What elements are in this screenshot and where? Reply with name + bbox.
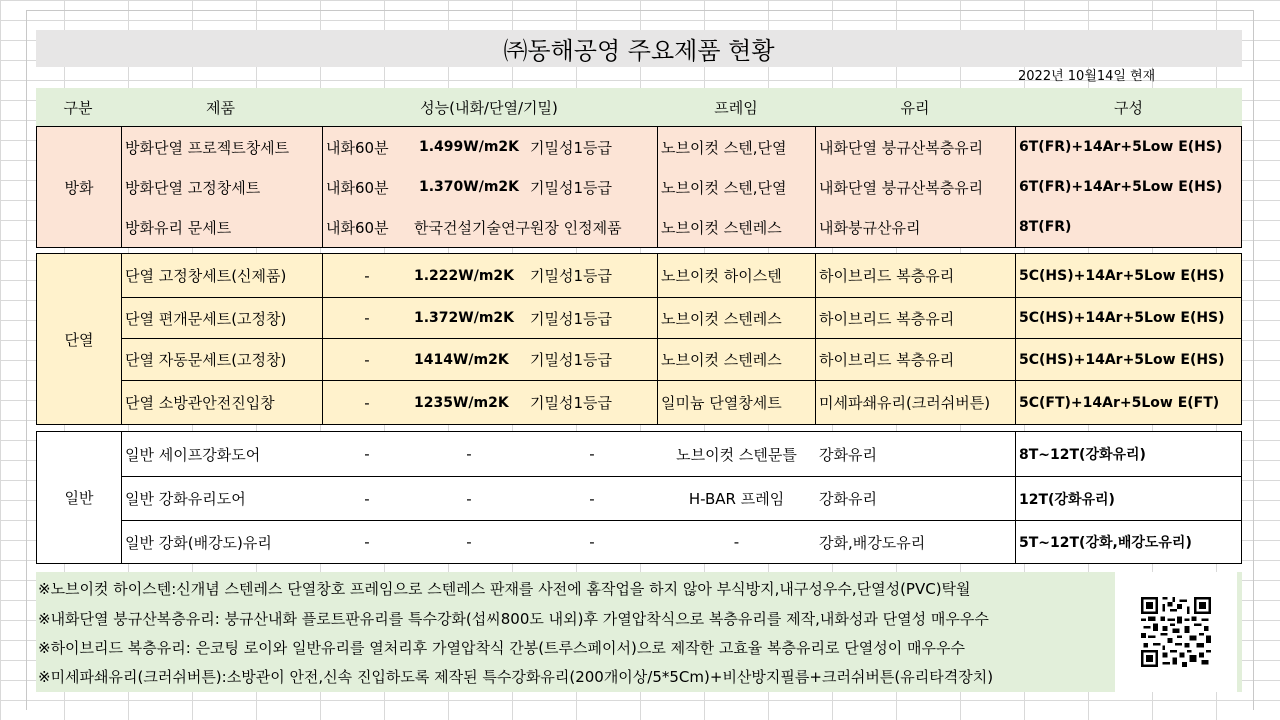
cell-airtight: 기밀성1등급 [530, 351, 612, 369]
cell-composition: 5C(HS)+14Ar+5Low E(HS) [1019, 267, 1225, 284]
qr-panel-edge [1237, 572, 1242, 692]
cell-glass: 하이브리드 복층유리 [819, 267, 955, 285]
cell-composition: 5C(FT)+14Ar+5Low E(FT) [1019, 394, 1220, 411]
cell-frame: 노브이컷 하이스텐 [661, 267, 782, 285]
cell-composition: 8T~12T(강화유리) [1019, 447, 1146, 463]
group-fire [36, 126, 1242, 248]
group-label-heat: 단열 [64, 330, 94, 349]
sheet-edge [26, 10, 1254, 11]
cell-glass: 내화단열 붕규산복층유리 [819, 138, 984, 157]
cell-frame: 노브이컷 스텐레스 [661, 218, 782, 237]
note-line: ※하이브리드 복층유리: 은코팅 로이와 일반유리를 열처리후 가열압착식 간봉(트루스페이서)으로 제작한 고효율 복층유리로 단열성이 매우우수 [38, 638, 965, 657]
header-frame: 프레임 [714, 98, 758, 117]
cell-product: 일반 강화(배강도)유리 [125, 533, 272, 552]
cell-thermal: - [466, 489, 472, 508]
cell-frame: H-BAR 프레임 [688, 490, 785, 508]
group-label-general: 일반 [64, 489, 94, 507]
cell-airtight: 기밀성1등급 [530, 267, 612, 285]
group-heat [36, 253, 1242, 425]
page-title: ㈜동해공영 주요제품 현황 [36, 30, 1242, 67]
note-line: ※노브이컷 하이스텐:신개념 스텐레스 단열창호 프레임으로 스텐레스 판재를 사전에 홈작업을 하지 않아 부식방지,내구성우수,단열성(PVC)탁월 [38, 579, 971, 598]
cell-frame: 노브이컷 스텐문틀 [676, 445, 797, 464]
cell-fire: - [364, 350, 370, 369]
cell-composition: 5C(HS)+14Ar+5Low E(HS) [1019, 310, 1225, 326]
cell-fire: 내화60분 [326, 178, 389, 197]
qr-code-icon[interactable] [1141, 597, 1211, 667]
cell-glass: 강화,배강도유리 [819, 533, 926, 552]
group-label-fire: 방화 [64, 178, 94, 197]
cell-glass: 강화유리 [819, 490, 877, 508]
cell-airtight: 기밀성1등급 [530, 394, 612, 412]
cell-frame: 노브이컷 스텐레스 [661, 351, 782, 369]
cell-product: 단열 고정창세트(신제품) [125, 267, 287, 285]
header-product: 제품 [206, 98, 235, 117]
cell-product: 단열 편개문세트(고정창) [125, 309, 287, 328]
cell-thermal: 1.370W/m2K [418, 179, 520, 195]
cell-glass: 강화유리 [819, 445, 877, 464]
cell-glass: 내화붕규산유리 [819, 218, 921, 237]
cell-product: 일반 강화유리도어 [125, 490, 246, 508]
cell-product: 방화단열 고정창세트 [125, 178, 261, 197]
sheet-edge [26, 10, 27, 710]
header-glass: 유리 [900, 98, 930, 117]
cell-glass: 하이브리드 복층유리 [819, 351, 955, 369]
cell-frame: 노브이컷 스텐,단열 [661, 138, 787, 157]
cell-glass: 하이브리드 복층유리 [819, 309, 955, 328]
note-line: ※내화단열 붕규산복층유리: 붕규산내화 플로트판유리를 특수강화(섭씨800도 내외)후 가열압착식으로 복층유리를 제작,내화성과 단열성 매우우수 [38, 609, 989, 628]
cell-frame: - [733, 533, 740, 551]
header-category: 구분 [63, 98, 93, 117]
cell-fire: - [364, 489, 370, 508]
cell-composition: 6T(FR)+14Ar+5Low E(HS) [1019, 179, 1223, 195]
note-line: ※미세파쇄유리(크러쉬버튼):소방관이 안전,신속 진입하도록 제작된 특수강화유리(200개이상/5*5Cm)+비산방지필름+크러쉬버튼(유리타격장치) [38, 667, 994, 686]
cell-thermal: - [466, 533, 472, 551]
cell-airtight: 기밀성1등급 [530, 178, 612, 197]
cell-glass: 내화단열 붕규산복층유리 [819, 178, 984, 197]
cell-thermal: 1235W/m2K [414, 394, 509, 411]
cell-thermal: 1.222W/m2K [414, 267, 515, 284]
cell-product: 방화단열 프로젝트창세트 [125, 138, 290, 157]
cell-thermal: 1.372W/m2K [414, 310, 515, 326]
cell-product: 방화유리 문세트 [125, 218, 232, 237]
cell-product: 일반 세이프강화도어 [125, 445, 261, 464]
cell-fire: - [364, 309, 370, 327]
cell-composition: 6T(FR)+14Ar+5Low E(HS) [1019, 139, 1223, 155]
cell-fire: - [364, 393, 370, 412]
cell-thermal: 1.499W/m2K [418, 139, 520, 155]
cell-airtight: - [589, 533, 595, 551]
cell-fire: - [364, 445, 370, 463]
date-label: 2022년 10월14일 현재 [1018, 69, 1156, 84]
sheet-edge [1253, 10, 1254, 710]
cell-frame: 일미늄 단열창세트 [661, 394, 782, 412]
cell-airtight: - [589, 445, 595, 463]
cell-airtight: - [589, 489, 595, 508]
cell-glass: 미세파쇄유리(크러쉬버튼) [819, 394, 991, 412]
group-general [36, 431, 1242, 564]
cell-composition: 5T~12T(강화,배강도유리) [1019, 535, 1192, 551]
cell-airtight: 기밀성1등급 [530, 138, 612, 157]
cell-composition: 12T(강화유리) [1019, 491, 1115, 508]
cell-product: 단열 소방관안전진입창 [125, 394, 275, 412]
cell-composition: 5C(HS)+14Ar+5Low E(HS) [1019, 351, 1225, 368]
header-performance: 성능(내화/단열/기밀) [420, 98, 558, 117]
cell-thermal: 1414W/m2K [414, 351, 509, 368]
cell-frame: 노브이컷 스텐레스 [661, 309, 782, 328]
cell-thermal: - [466, 445, 472, 463]
table-header [36, 88, 1242, 126]
cell-fire: - [364, 266, 370, 285]
cell-product: 단열 자동문세트(고정창) [125, 351, 287, 369]
cell-frame: 노브이컷 스텐,단열 [661, 178, 787, 197]
cell-airtight: 기밀성1등급 [530, 309, 612, 328]
cell-composition: 8T(FR) [1019, 219, 1072, 235]
cell-certification: 한국건설기술연구원장 인정제품 [414, 218, 622, 237]
header-composition: 구성 [1114, 98, 1143, 117]
cell-fire: 내화60분 [326, 218, 389, 237]
cell-fire: - [364, 533, 370, 551]
cell-fire: 내화60분 [326, 138, 389, 157]
